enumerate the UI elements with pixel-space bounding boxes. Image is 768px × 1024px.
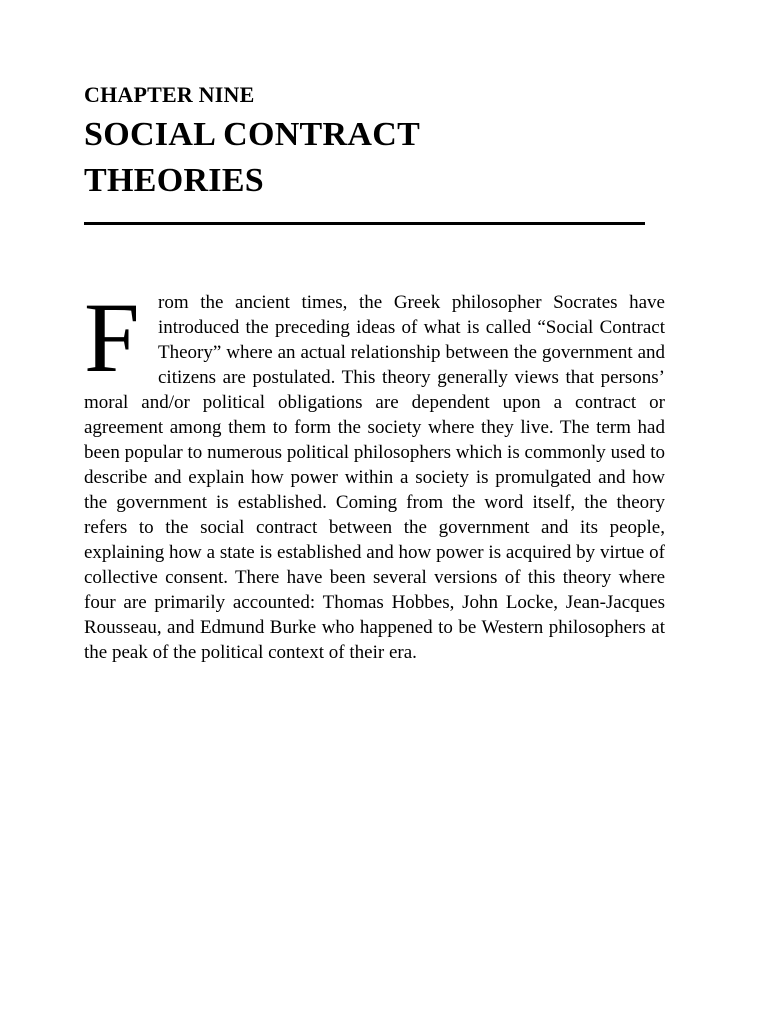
title-divider <box>84 222 645 225</box>
chapter-number-label: CHAPTER NINE <box>84 82 255 107</box>
drop-cap: F <box>84 282 140 393</box>
paragraph-text: rom the ancient times, the Greek philosopher Socrates have introduced the preceding ideas of what is called “Social Contract Theory” where an actual relationship between the government and citizens are postulated. This theory generally views that persons’ moral and/or political obligations are dependent upon a contract or agreement among them to form the society where they live. The term had been popular to numerous political philosophers which is commonly used to describe and explain how power within a society is promulgated and how the government is established. Coming from the word itself, the theory refers to the social contract between the government and its people, explaining how a state is established and how power is acquired by virtue of collective consent. There have been several versions of this theory where four are primarily accounted: Thomas Hobbes, John Locke, Jean-Jacques Rousseau, and Edmund Burke who happened to be Western philosophers at the peak of the political context of their era. <box>84 292 665 663</box>
chapter-title-line-1: SOCIAL CONTRACT <box>84 116 421 153</box>
chapter-title-line-2: THEORIES <box>84 162 265 199</box>
chapter-title <box>84 112 684 204</box>
body-paragraph <box>84 282 665 665</box>
